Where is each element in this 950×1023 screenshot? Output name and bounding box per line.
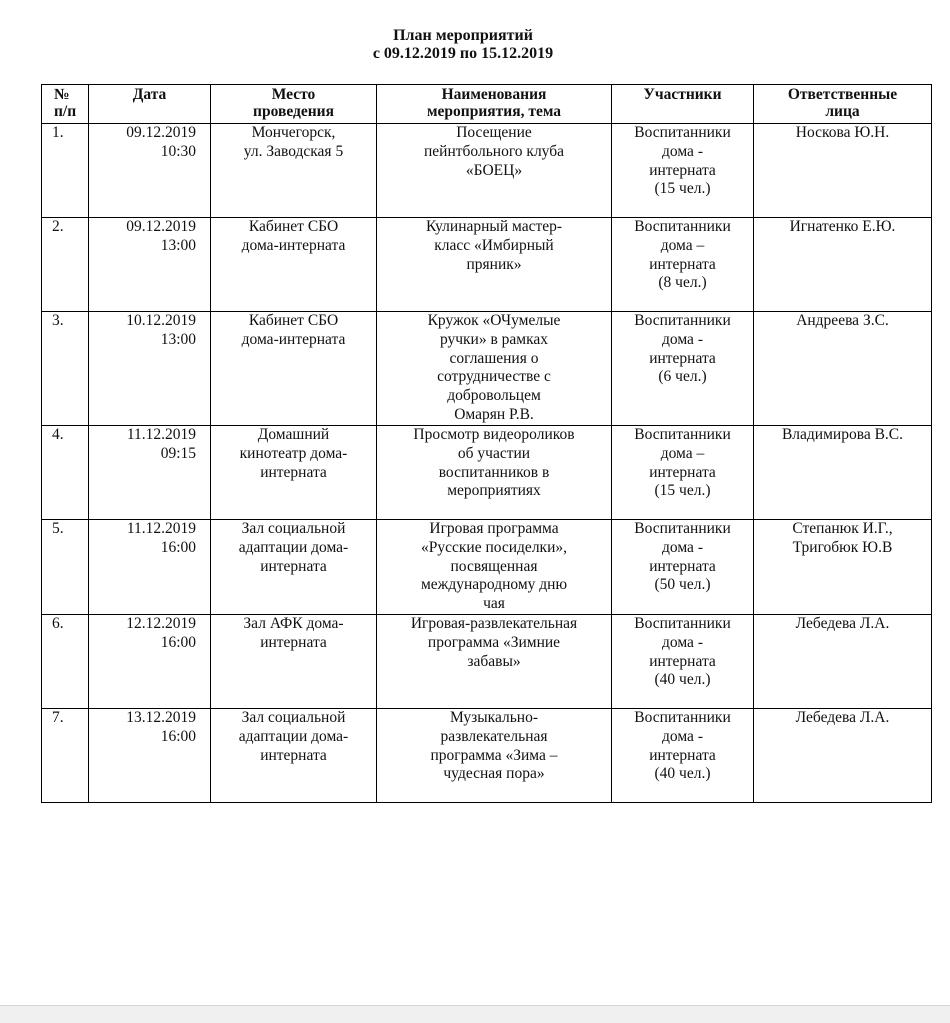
header-event bbox=[377, 85, 612, 124]
table-row bbox=[42, 124, 932, 218]
cell-event-line: Посещение bbox=[456, 124, 532, 141]
cell-date-line: 09:15 bbox=[160, 444, 196, 462]
cell-place-line: ул. Заводская 5 bbox=[243, 142, 344, 160]
cell-place-line: интерната bbox=[260, 633, 327, 651]
cell-participants-line: дома - bbox=[662, 142, 703, 160]
cell-date-line: 16:00 bbox=[160, 727, 196, 745]
cell-place-line: интерната bbox=[260, 463, 327, 481]
cell-participants bbox=[612, 426, 754, 520]
cell-place-line: дома-интерната bbox=[241, 236, 346, 254]
cell-participants-line: интерната bbox=[649, 557, 716, 575]
cell-participants-line: (50 чел.) bbox=[654, 576, 711, 594]
cell-number: 3. bbox=[42, 312, 89, 426]
cell-participants-line: интерната bbox=[649, 652, 716, 670]
cell-date bbox=[89, 218, 211, 312]
header-responsible bbox=[754, 85, 932, 124]
cell-event-line: «Русские посиделки», bbox=[420, 538, 568, 556]
cell-place-line: Кабинет СБО bbox=[248, 218, 339, 235]
cell-place bbox=[211, 520, 377, 615]
cell-event-line: Игровая-развлекательная bbox=[410, 614, 578, 632]
cell-event-line: соглашения о bbox=[449, 349, 539, 367]
cell-participants bbox=[612, 218, 754, 312]
cell-responsible-line: Владимирова В.С. bbox=[781, 426, 904, 443]
cell-event bbox=[377, 426, 612, 520]
header-line: Место bbox=[271, 86, 316, 103]
cell-date bbox=[89, 124, 211, 218]
cell-responsible bbox=[754, 520, 932, 615]
header-place bbox=[211, 85, 377, 124]
cell-place bbox=[211, 426, 377, 520]
cell-event-line: чудесная пора» bbox=[443, 765, 545, 783]
cell-responsible-line: Игнатенко Е.Ю. bbox=[789, 218, 896, 235]
cell-responsible bbox=[754, 426, 932, 520]
table-row bbox=[42, 520, 932, 615]
cell-event-line: программа «Зима – bbox=[430, 746, 558, 764]
cell-date-line: 11.12.2019 bbox=[126, 520, 196, 537]
cell-number: 1. bbox=[42, 124, 89, 218]
cell-event-line: пряник» bbox=[466, 255, 522, 273]
cell-participants-line: (40 чел.) bbox=[654, 671, 711, 689]
cell-event-line: Кружок «ОЧумелые bbox=[427, 312, 561, 329]
cell-event-line: пейнтбольного клуба bbox=[424, 142, 564, 160]
cell-event-line: добровольцем bbox=[447, 387, 541, 405]
cell-responsible bbox=[754, 312, 932, 426]
cell-participants-line: интерната bbox=[649, 255, 716, 273]
cell-date-line: 13:00 bbox=[160, 330, 196, 348]
cell-participants-line: интерната bbox=[649, 463, 716, 481]
cell-participants-line: Воспитанники bbox=[634, 312, 731, 329]
cell-participants-line: интерната bbox=[649, 349, 716, 367]
cell-date bbox=[89, 312, 211, 426]
cell-number: 4. bbox=[42, 426, 89, 520]
cell-event-line: развлекательная bbox=[440, 727, 548, 745]
viewer-bottom-bar bbox=[0, 1005, 950, 1023]
cell-event-line: мероприятиях bbox=[447, 482, 541, 500]
events-plan-table bbox=[41, 84, 932, 803]
cell-event-line: программа «Зимние bbox=[427, 633, 561, 651]
cell-event-line: посвященная bbox=[450, 557, 538, 575]
header-line: № bbox=[54, 86, 70, 103]
header-line: мероприятия, тема bbox=[426, 103, 562, 120]
cell-event bbox=[377, 708, 612, 802]
cell-event-line: международному дню bbox=[420, 576, 568, 594]
header-line: Участники bbox=[643, 86, 722, 103]
cell-responsible-line: Лебедева Л.А. bbox=[795, 708, 890, 726]
cell-date-line: 09.12.2019 bbox=[126, 124, 196, 141]
cell-place-line: дома-интерната bbox=[241, 330, 346, 348]
cell-place bbox=[211, 124, 377, 218]
cell-responsible bbox=[754, 708, 932, 802]
header-participants bbox=[612, 85, 754, 124]
document-title: План мероприятий bbox=[393, 27, 533, 44]
cell-number: 5. bbox=[42, 520, 89, 615]
cell-participants-line: дома – bbox=[660, 236, 705, 254]
cell-participants-line: (15 чел.) bbox=[654, 482, 711, 500]
cell-place-line: Кабинет СБО bbox=[248, 312, 339, 329]
cell-place bbox=[211, 218, 377, 312]
cell-participants bbox=[612, 614, 754, 708]
cell-event-line: Игровая программа bbox=[429, 520, 559, 537]
cell-responsible-line: Носкова Ю.Н. bbox=[795, 124, 890, 141]
cell-place bbox=[211, 312, 377, 426]
cell-event bbox=[377, 312, 612, 426]
cell-participants-line: Воспитанники bbox=[634, 124, 731, 141]
cell-place-line: кинотеатр дома- bbox=[239, 444, 348, 462]
cell-event-line: чая bbox=[483, 595, 505, 613]
cell-participants-line: интерната bbox=[649, 746, 716, 764]
cell-event-line: забавы» bbox=[467, 652, 521, 670]
cell-date-line: 16:00 bbox=[160, 538, 196, 556]
cell-place-line: Зал АФК дома- bbox=[243, 614, 344, 632]
header-line: Дата bbox=[132, 86, 167, 103]
cell-participants bbox=[612, 520, 754, 615]
cell-place-line: Мончегорск, bbox=[251, 124, 336, 141]
cell-event-line: сотрудничестве с bbox=[437, 368, 551, 386]
cell-participants-line: (8 чел.) bbox=[658, 274, 707, 292]
header-date bbox=[89, 85, 211, 124]
cell-place-line: Домашний bbox=[257, 426, 330, 443]
cell-date-line: 12.12.2019 bbox=[126, 614, 196, 632]
cell-date-line: 10.12.2019 bbox=[126, 312, 196, 329]
cell-date-line: 10:30 bbox=[160, 142, 196, 160]
cell-place-line: Зал социальной bbox=[241, 520, 346, 537]
cell-event-line: ручки» в рамках bbox=[439, 330, 549, 348]
cell-date bbox=[89, 520, 211, 615]
cell-participants-line: дома - bbox=[662, 727, 703, 745]
cell-participants-line: Воспитанники bbox=[634, 708, 731, 726]
cell-number: 6. bbox=[42, 614, 89, 708]
cell-event bbox=[377, 520, 612, 615]
cell-place-line: адаптации дома- bbox=[238, 538, 349, 556]
cell-responsible-line: Тригобюк Ю.В bbox=[792, 538, 893, 556]
cell-number: 7. bbox=[42, 708, 89, 802]
cell-date bbox=[89, 614, 211, 708]
cell-participants-line: Воспитанники bbox=[634, 426, 731, 443]
cell-place-line: адаптации дома- bbox=[238, 727, 349, 745]
cell-date-line: 13:00 bbox=[160, 236, 196, 254]
table-row bbox=[42, 312, 932, 426]
header-line: Ответственные bbox=[787, 86, 898, 103]
document-date-range: с 09.12.2019 по 15.12.2019 bbox=[372, 45, 554, 62]
cell-participants-line: (40 чел.) bbox=[654, 765, 711, 783]
cell-event bbox=[377, 124, 612, 218]
cell-participants-line: Воспитанники bbox=[634, 614, 731, 632]
table-body bbox=[42, 124, 932, 803]
cell-event-line: «БОЕЦ» bbox=[465, 161, 523, 179]
cell-event bbox=[377, 614, 612, 708]
table-row bbox=[42, 218, 932, 312]
cell-responsible bbox=[754, 614, 932, 708]
cell-participants bbox=[612, 312, 754, 426]
cell-date-line: 09.12.2019 bbox=[126, 218, 196, 235]
table-header-row bbox=[42, 85, 932, 124]
cell-number: 2. bbox=[42, 218, 89, 312]
table-row bbox=[42, 708, 932, 802]
table-row bbox=[42, 426, 932, 520]
cell-participants-line: Воспитанники bbox=[634, 218, 731, 235]
header-line: Наименования bbox=[441, 86, 547, 103]
cell-place bbox=[211, 708, 377, 802]
cell-participants bbox=[612, 708, 754, 802]
header-line: п/п bbox=[54, 103, 77, 120]
header-line: лица bbox=[825, 103, 860, 120]
cell-participants-line: дома - bbox=[662, 538, 703, 556]
cell-responsible-line: Лебедева Л.А. bbox=[795, 614, 890, 632]
header-number bbox=[42, 85, 89, 124]
cell-date-line: 11.12.2019 bbox=[126, 426, 196, 443]
cell-event-line: Музыкально- bbox=[449, 708, 538, 726]
cell-event-line: об участии bbox=[457, 444, 531, 462]
cell-place-line: интерната bbox=[260, 746, 327, 764]
cell-date bbox=[89, 426, 211, 520]
cell-responsible-line: Степанюк И.Г., bbox=[792, 520, 893, 537]
cell-participants-line: дома – bbox=[660, 444, 705, 462]
cell-responsible-line: Андреева З.С. bbox=[796, 312, 889, 329]
cell-responsible bbox=[754, 124, 932, 218]
cell-event-line: класс «Имбирный bbox=[434, 236, 554, 254]
cell-event-line: Просмотр видеороликов bbox=[413, 426, 575, 443]
cell-event-line: Кулинарный мастер- bbox=[425, 218, 563, 235]
cell-event-line: Омарян Р.В. bbox=[454, 405, 534, 423]
cell-date-line: 16:00 bbox=[160, 633, 196, 651]
cell-participants-line: дома - bbox=[662, 633, 703, 651]
cell-participants-line: (6 чел.) bbox=[658, 368, 707, 386]
cell-date bbox=[89, 708, 211, 802]
cell-participants-line: интерната bbox=[649, 161, 716, 179]
cell-participants-line: Воспитанники bbox=[634, 520, 731, 537]
cell-place-line: интерната bbox=[260, 557, 327, 575]
header-line: проведения bbox=[253, 103, 334, 120]
cell-place-line: Зал социальной bbox=[241, 708, 346, 726]
cell-responsible bbox=[754, 218, 932, 312]
table-row bbox=[42, 614, 932, 708]
cell-participants bbox=[612, 124, 754, 218]
cell-participants-line: (15 чел.) bbox=[654, 180, 711, 198]
cell-event-line: воспитанников в bbox=[438, 463, 550, 481]
cell-date-line: 13.12.2019 bbox=[126, 708, 196, 726]
cell-event bbox=[377, 218, 612, 312]
cell-place bbox=[211, 614, 377, 708]
cell-participants-line: дома - bbox=[662, 330, 703, 348]
